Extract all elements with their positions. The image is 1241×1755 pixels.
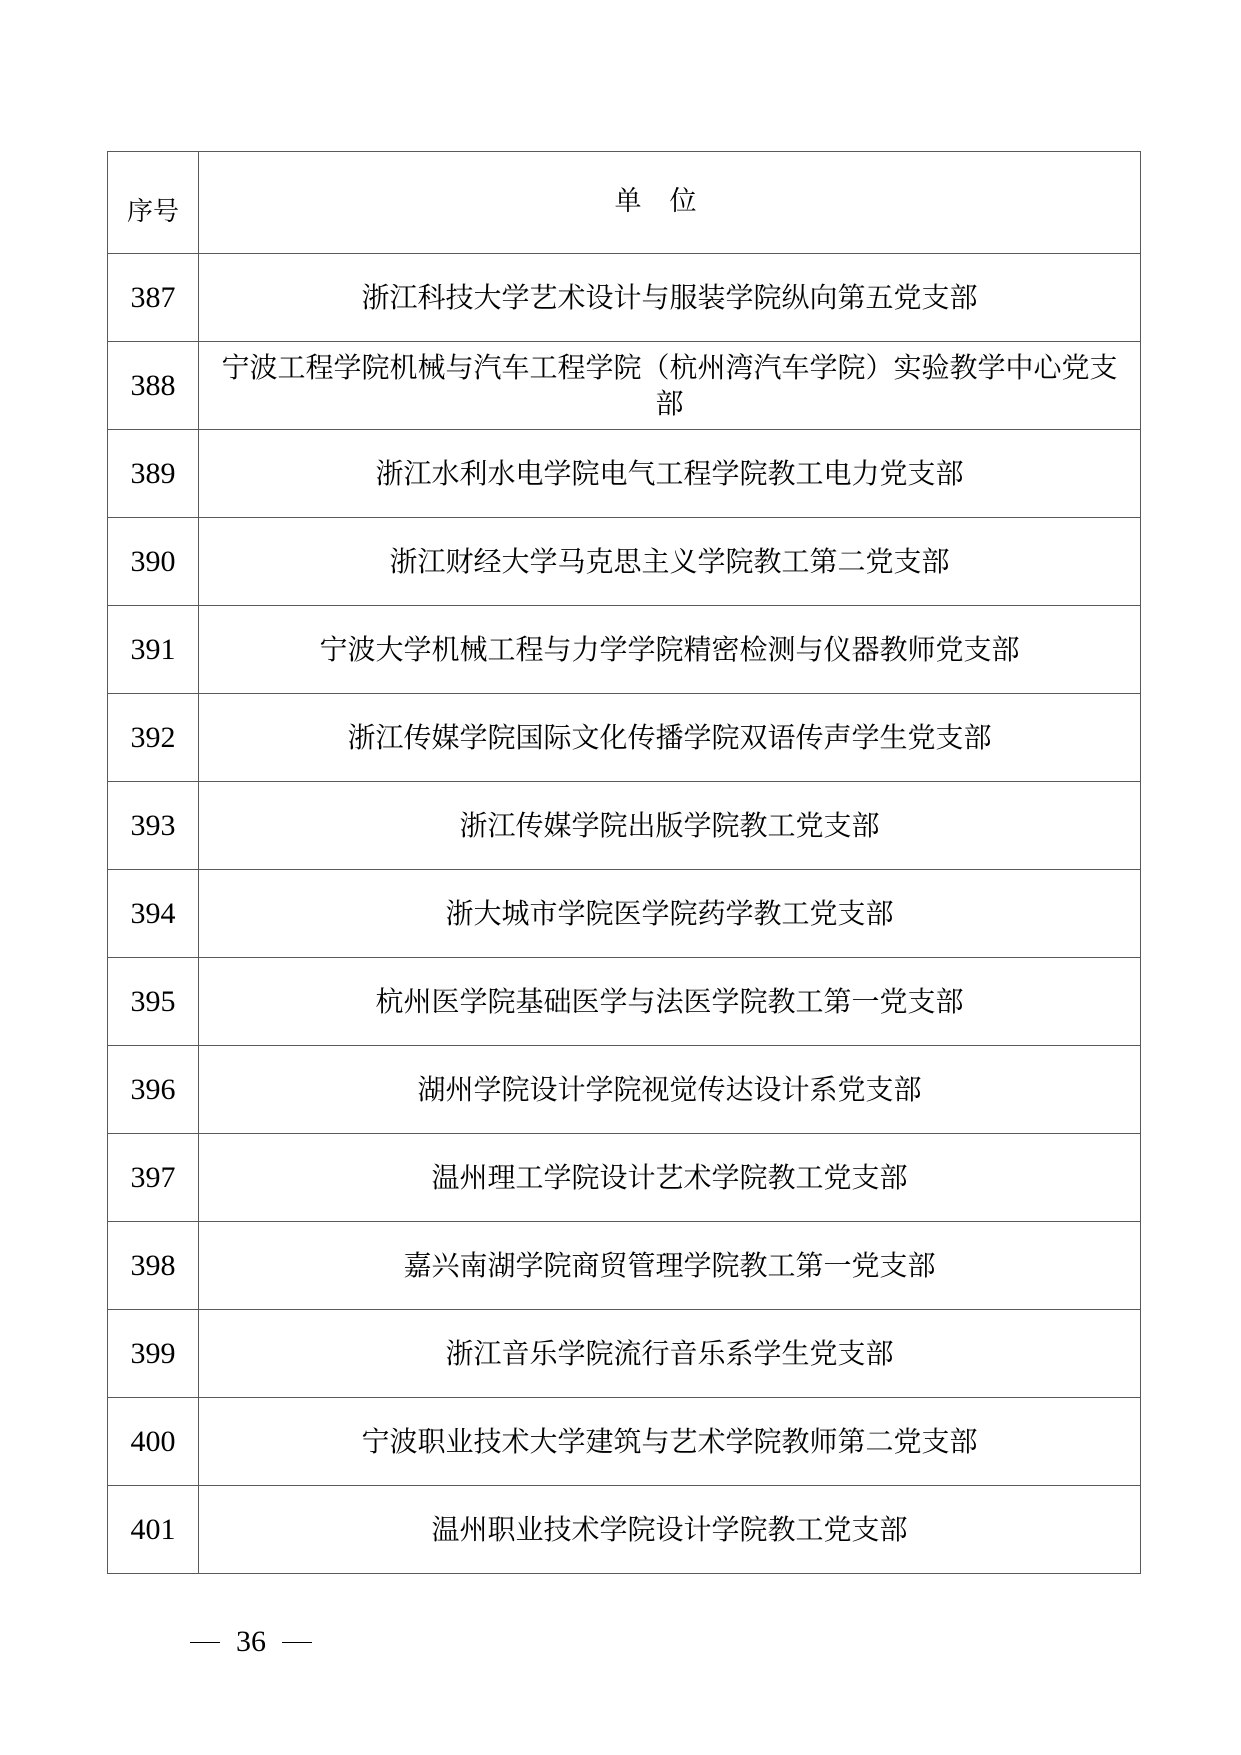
row-index: 387	[108, 254, 199, 342]
table-row	[108, 958, 1141, 1046]
header-unit: 单位	[199, 152, 1141, 254]
table-body	[108, 254, 1141, 1574]
row-unit: 温州理工学院设计艺术学院教工党支部	[199, 1134, 1141, 1222]
row-unit: 浙大城市学院医学院药学教工党支部	[199, 870, 1141, 958]
row-unit: 湖州学院设计学院视觉传达设计系党支部	[199, 1046, 1141, 1134]
table-row	[108, 1310, 1141, 1398]
table-header-row	[108, 152, 1141, 254]
row-index: 395	[108, 958, 199, 1046]
table-row	[108, 254, 1141, 342]
row-index: 396	[108, 1046, 199, 1134]
table-row	[108, 1134, 1141, 1222]
row-index: 400	[108, 1398, 199, 1486]
row-index: 398	[108, 1222, 199, 1310]
row-unit: 浙江传媒学院国际文化传播学院双语传声学生党支部	[199, 694, 1141, 782]
table-row	[108, 1046, 1141, 1134]
table-row	[108, 1486, 1141, 1574]
row-index: 399	[108, 1310, 199, 1398]
table-row	[108, 606, 1141, 694]
row-index: 397	[108, 1134, 199, 1222]
unit-list-table	[107, 151, 1141, 1574]
row-unit: 杭州医学院基础医学与法医学院教工第一党支部	[199, 958, 1141, 1046]
row-unit: 宁波职业技术大学建筑与艺术学院教师第二党支部	[199, 1398, 1141, 1486]
row-index: 392	[108, 694, 199, 782]
header-index: 序号	[108, 152, 199, 254]
table-row	[108, 518, 1141, 606]
table-row	[108, 1398, 1141, 1486]
row-index: 390	[108, 518, 199, 606]
table-row	[108, 694, 1141, 782]
table-row	[108, 1222, 1141, 1310]
row-index: 389	[108, 430, 199, 518]
page-number: 36	[236, 1625, 266, 1658]
page-footer	[190, 1625, 312, 1659]
row-unit: 宁波工程学院机械与汽车工程学院（杭州湾汽车学院）实验教学中心党支部	[199, 342, 1141, 430]
row-unit: 浙江水利水电学院电气工程学院教工电力党支部	[199, 430, 1141, 518]
footer-dash-left	[190, 1642, 220, 1643]
row-index: 394	[108, 870, 199, 958]
row-index: 393	[108, 782, 199, 870]
footer-dash-right	[282, 1642, 312, 1643]
row-unit: 温州职业技术学院设计学院教工党支部	[199, 1486, 1141, 1574]
row-unit: 浙江音乐学院流行音乐系学生党支部	[199, 1310, 1141, 1398]
row-unit: 浙江财经大学马克思主义学院教工第二党支部	[199, 518, 1141, 606]
row-index: 401	[108, 1486, 199, 1574]
table-row	[108, 430, 1141, 518]
row-unit: 嘉兴南湖学院商贸管理学院教工第一党支部	[199, 1222, 1141, 1310]
table-row	[108, 782, 1141, 870]
row-unit: 浙江传媒学院出版学院教工党支部	[199, 782, 1141, 870]
table-row	[108, 870, 1141, 958]
row-index: 388	[108, 342, 199, 430]
row-index: 391	[108, 606, 199, 694]
row-unit: 宁波大学机械工程与力学学院精密检测与仪器教师党支部	[199, 606, 1141, 694]
row-unit: 浙江科技大学艺术设计与服装学院纵向第五党支部	[199, 254, 1141, 342]
table-row	[108, 342, 1141, 430]
